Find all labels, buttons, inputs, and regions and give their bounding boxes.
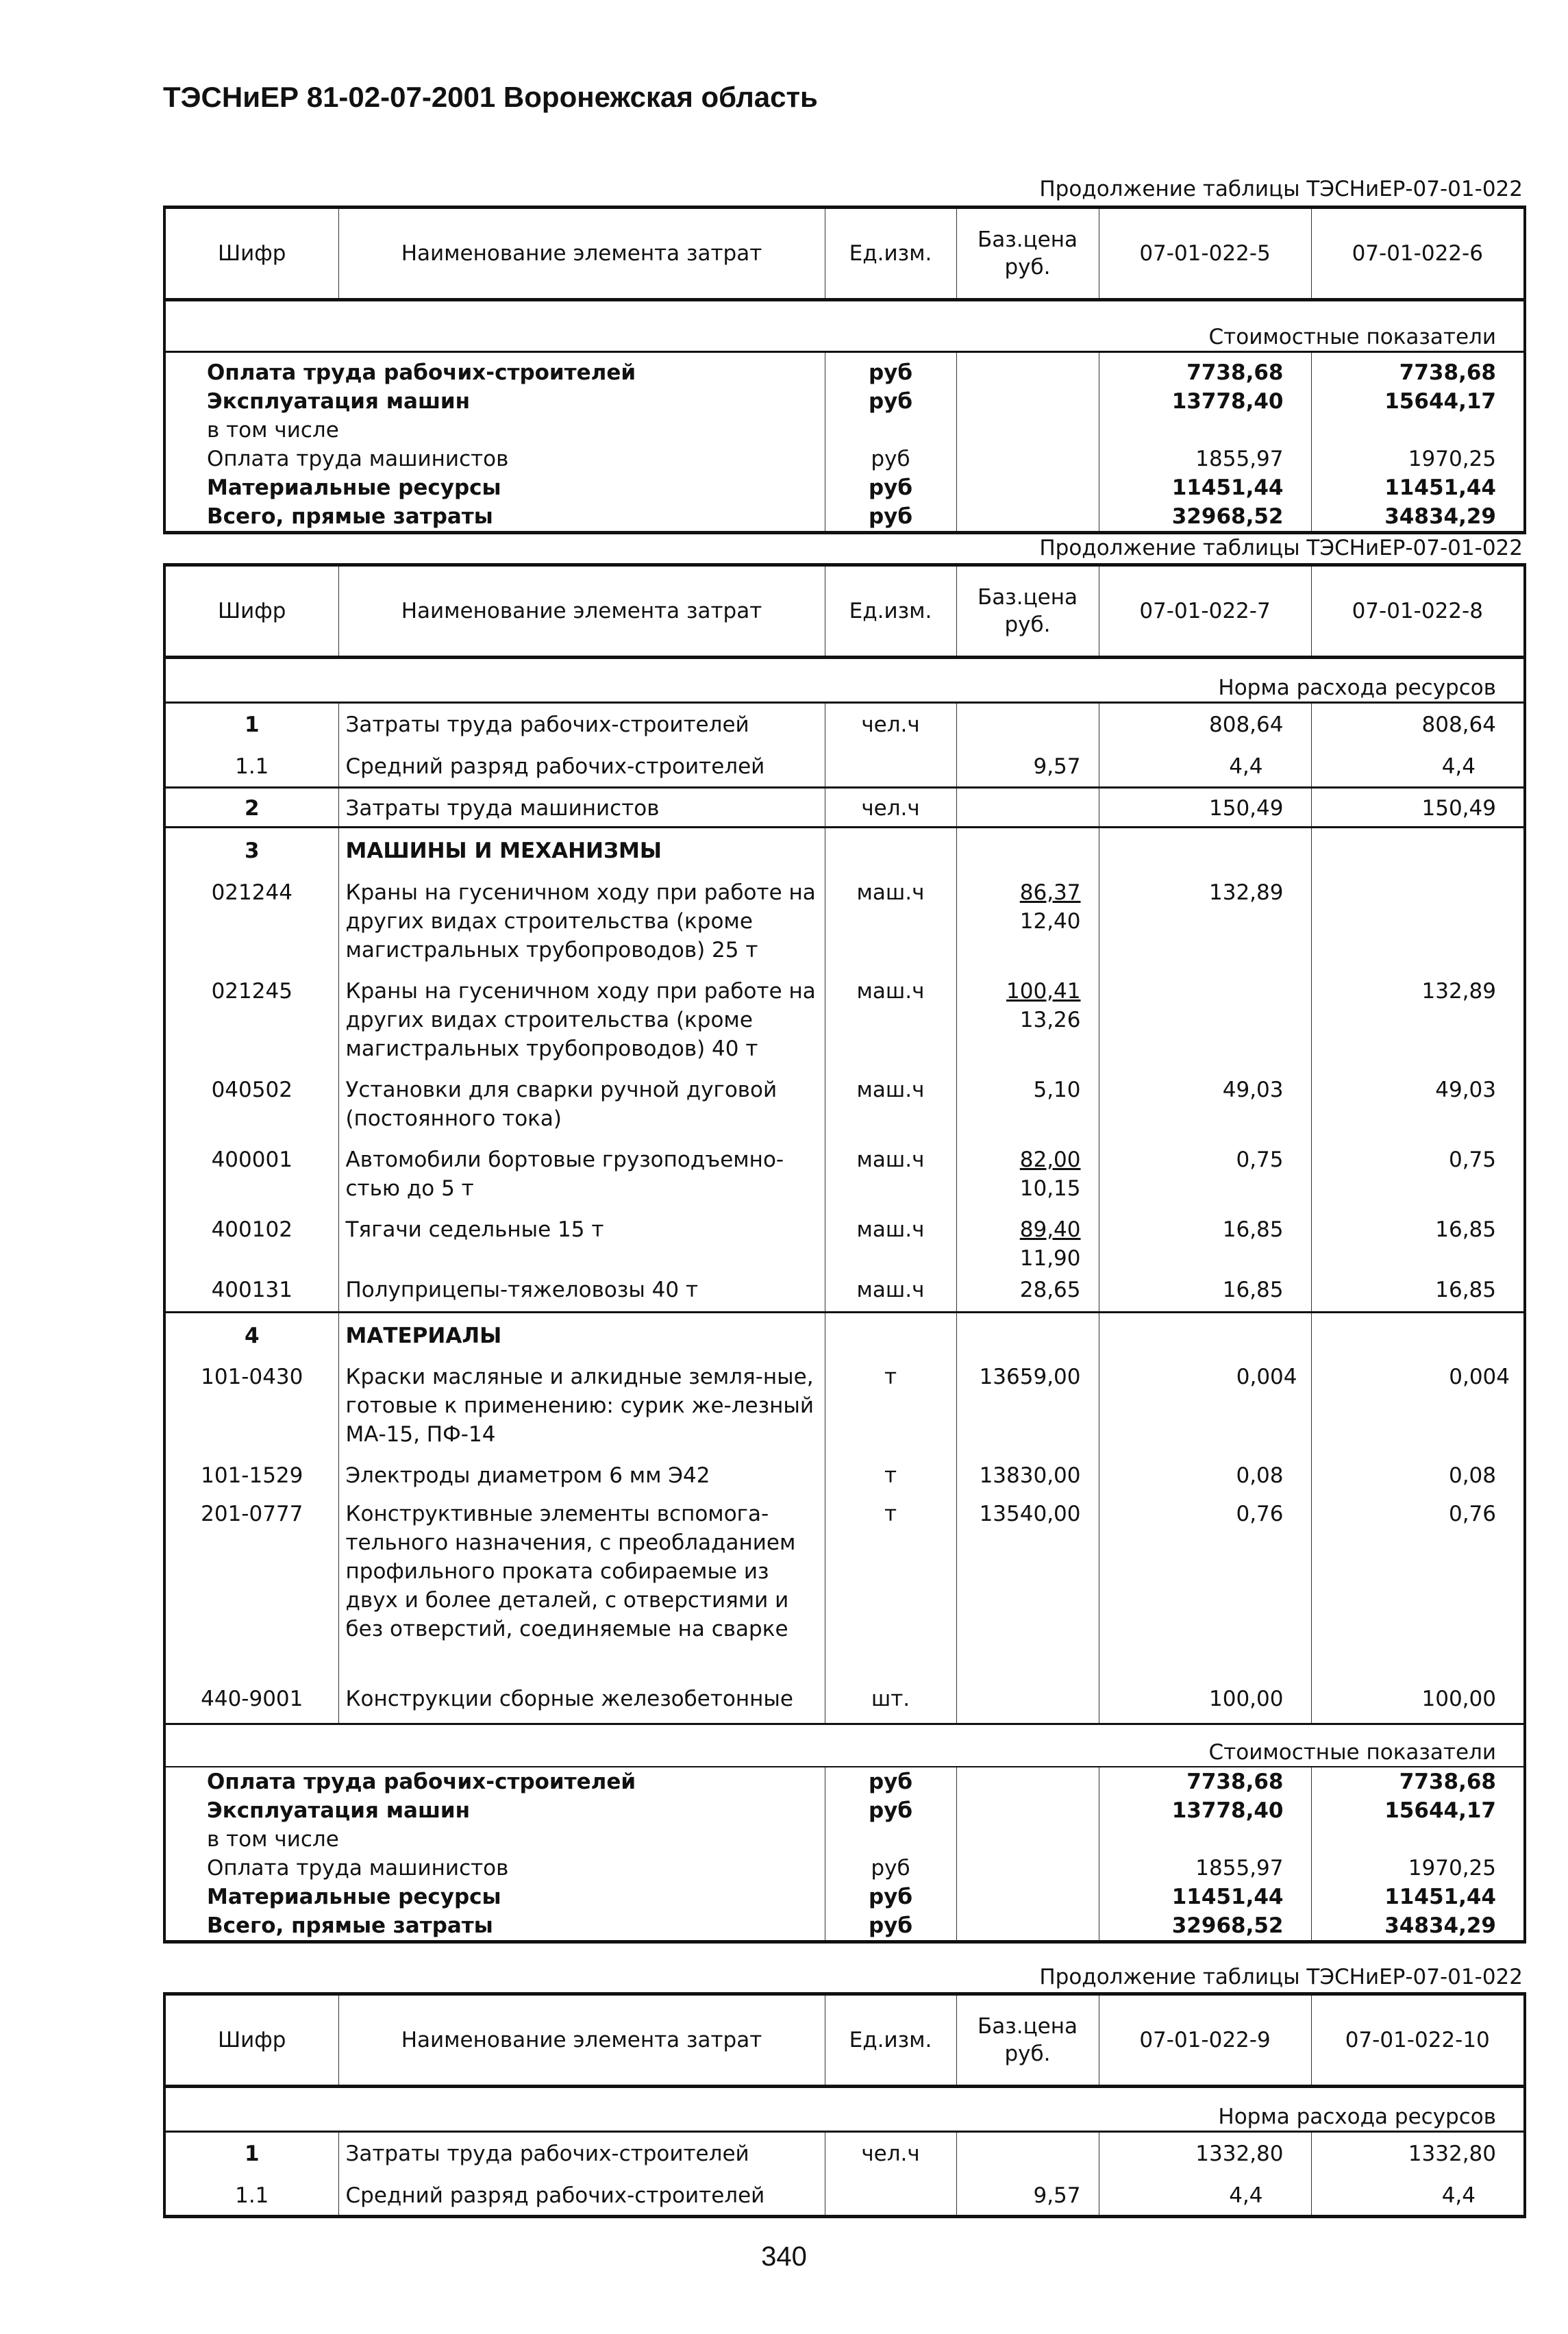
group-name: МАШИНЫ И МЕХАНИЗМЫ (338, 828, 825, 871)
row-code: 021245 (164, 974, 338, 1073)
summary-price (956, 1883, 1099, 1911)
section-label: Стоимостные показатели (164, 300, 1525, 352)
table-row (164, 1356, 1525, 1458)
row-code: 1 (164, 2132, 338, 2174)
row-unit (825, 2174, 956, 2217)
summary-row (164, 387, 1525, 416)
table-row (164, 1273, 1525, 1313)
row-a: 0,76 (1099, 1500, 1311, 1682)
summary-unit: руб (825, 1911, 956, 1942)
table-row (164, 974, 1525, 1073)
summary-unit: руб (825, 387, 956, 416)
row-a: 150,49 (1099, 788, 1311, 828)
summary-row (164, 1767, 1525, 1796)
row-b: 16,85 (1311, 1273, 1525, 1313)
row-price (956, 788, 1099, 828)
summary-unit (825, 416, 956, 445)
row-a: 16,85 (1099, 1213, 1311, 1273)
group-heading-row (164, 1312, 1525, 1356)
empty-cell (825, 828, 956, 871)
header-unit: Ед.изм. (825, 565, 956, 658)
summary-b: 11451,44 (1311, 473, 1525, 502)
summary-row (164, 1825, 1525, 1854)
row-code: 101-1529 (164, 1458, 338, 1500)
summary-unit: руб (825, 1767, 956, 1796)
row-price-labor: 13,26 (1019, 1007, 1081, 1032)
resource-table-9-10 (163, 1992, 1526, 2218)
summary-a: 7738,68 (1099, 1767, 1311, 1796)
section-row (164, 658, 1525, 703)
table-row (164, 2174, 1525, 2217)
row-price-labor: 12,40 (1019, 908, 1081, 934)
row-name: Затраты труда рабочих-строителей (338, 703, 825, 745)
row-name: Затраты труда машинистов (338, 788, 825, 828)
row-name: Электроды диаметром 6 мм Э42 (338, 1458, 825, 1500)
row-b: 1332,80 (1311, 2132, 1525, 2174)
row-price: 28,65 (956, 1273, 1099, 1313)
row-price (956, 703, 1099, 745)
table-header-row (164, 1994, 1525, 2087)
summary-b: 7738,68 (1311, 1767, 1525, 1796)
summary-label: Оплата труда машинистов (164, 1854, 825, 1883)
row-price-labor: 10,15 (1019, 1176, 1081, 1201)
row-name: Конструктивные элементы вспомога-тельного назначения, с преобладанием профильного проката собираемые из двух и более деталей, с отверстиями и без отверстий, соединяемые на сварке (338, 1500, 825, 1682)
summary-b: 1970,25 (1311, 1854, 1525, 1883)
group-heading-row (164, 828, 1525, 871)
table-caption: Продолжение таблицы ТЭСНиЕР-07-01-022 (1039, 177, 1523, 201)
row-b (1311, 871, 1525, 974)
summary-unit: руб (825, 445, 956, 473)
row-code: 400102 (164, 1213, 338, 1273)
header-code: Шифр (164, 565, 338, 658)
row-unit: маш.ч (825, 1273, 956, 1313)
row-code: 1 (164, 703, 338, 745)
document-title: ТЭСНиЕР 81-02-07-2001 Воронежская область (163, 81, 818, 113)
table-row (164, 1073, 1525, 1143)
row-unit: чел.ч (825, 703, 956, 745)
table-row (164, 745, 1525, 788)
summary-row (164, 445, 1525, 473)
summary-unit: руб (825, 1883, 956, 1911)
summary-label: в том числе (164, 416, 825, 445)
summary-label: Оплата труда рабочих-строителей (164, 352, 825, 388)
row-price-main: 86,37 (1019, 880, 1081, 905)
header-col-b: 07-01-022-6 (1311, 208, 1525, 300)
row-a: 0,004 (1099, 1356, 1311, 1458)
summary-a: 13778,40 (1099, 1796, 1311, 1825)
row-b: 0,08 (1311, 1458, 1525, 1500)
header-price (956, 208, 1099, 300)
row-price: 13659,00 (956, 1356, 1099, 1458)
row-price: 9,57 (956, 2174, 1099, 2217)
empty-cell (956, 1312, 1099, 1356)
summary-price (956, 1854, 1099, 1883)
row-name: Полуприцепы-тяжеловозы 40 т (338, 1273, 825, 1313)
table-row (164, 871, 1525, 974)
table-row (164, 788, 1525, 828)
header-name: Наименование элемента затрат (338, 1994, 825, 2087)
summary-label: Всего, прямые затраты (164, 502, 825, 533)
summary-b: 1970,25 (1311, 445, 1525, 473)
row-price-main: 82,00 (1019, 1147, 1081, 1172)
row-price: 5,10 (956, 1073, 1099, 1143)
summary-b: 11451,44 (1311, 1883, 1525, 1911)
row-code: 400131 (164, 1273, 338, 1313)
group-code: 3 (164, 828, 338, 871)
row-a: 0,75 (1099, 1143, 1311, 1213)
row-name: Тягачи седельные 15 т (338, 1213, 825, 1273)
summary-price (956, 445, 1099, 473)
group-name: МАТЕРИАЛЫ (338, 1312, 825, 1356)
summary-a: 11451,44 (1099, 1883, 1311, 1911)
header-price-line2: руб. (1004, 255, 1051, 280)
row-name: Краны на гусеничном ходу при работе на других видах строительства (кроме магистральных трубопроводов) 25 т (338, 871, 825, 974)
table-row (164, 1682, 1525, 1724)
row-b: 132,89 (1311, 974, 1525, 1073)
row-a: 100,00 (1099, 1682, 1311, 1724)
row-a: 4,4 (1099, 2174, 1311, 2217)
row-b: 808,64 (1311, 703, 1525, 745)
row-a: 4,4 (1099, 745, 1311, 788)
section-label: Стоимостные показатели (164, 1724, 1525, 1767)
row-a: 49,03 (1099, 1073, 1311, 1143)
row-b: 16,85 (1311, 1213, 1525, 1273)
row-name: Краны на гусеничном ходу при работе на других видах строительства (кроме магистральных трубопроводов) 40 т (338, 974, 825, 1073)
summary-unit: руб (825, 502, 956, 533)
header-code: Шифр (164, 1994, 338, 2087)
group-code: 4 (164, 1312, 338, 1356)
empty-cell (1099, 828, 1311, 871)
summary-price (956, 416, 1099, 445)
page-number: 340 (761, 2242, 807, 2272)
row-name: Автомобили бортовые грузоподъемно-стью до 5 т (338, 1143, 825, 1213)
summary-b: 34834,29 (1311, 1911, 1525, 1942)
header-name: Наименование элемента затрат (338, 208, 825, 300)
header-price (956, 1994, 1099, 2087)
row-unit: т (825, 1500, 956, 1682)
summary-label: Эксплуатация машин (164, 387, 825, 416)
row-a: 0,08 (1099, 1458, 1311, 1500)
row-code: 2 (164, 788, 338, 828)
row-b: 0,76 (1311, 1500, 1525, 1682)
row-price (956, 1143, 1099, 1213)
row-name: Конструкции сборные железобетонные (338, 1682, 825, 1724)
row-unit: чел.ч (825, 788, 956, 828)
header-price-line2: руб. (1004, 2041, 1051, 2066)
summary-a: 32968,52 (1099, 502, 1311, 533)
summary-label: Материальные ресурсы (164, 473, 825, 502)
summary-price (956, 1911, 1099, 1942)
header-price-line1: Баз.цена (977, 585, 1078, 610)
summary-row (164, 473, 1525, 502)
row-price (956, 871, 1099, 974)
summary-a: 32968,52 (1099, 1911, 1311, 1942)
header-unit: Ед.изм. (825, 208, 956, 300)
row-code: 440-9001 (164, 1682, 338, 1724)
row-price-main: 89,40 (1019, 1217, 1081, 1242)
summary-unit: руб (825, 473, 956, 502)
header-col-b: 07-01-022-10 (1311, 1994, 1525, 2087)
summary-b (1311, 416, 1525, 445)
row-name: Затраты труда рабочих-строителей (338, 2132, 825, 2174)
summary-row (164, 416, 1525, 445)
summary-b: 15644,17 (1311, 387, 1525, 416)
row-price (956, 1213, 1099, 1273)
row-a (1099, 974, 1311, 1073)
summary-a (1099, 1825, 1311, 1854)
table-caption: Продолжение таблицы ТЭСНиЕР-07-01-022 (1039, 536, 1523, 560)
section-label: Норма расхода ресурсов (164, 2087, 1525, 2132)
row-price: 13830,00 (956, 1458, 1099, 1500)
header-col-a: 07-01-022-7 (1099, 565, 1311, 658)
summary-unit (825, 1825, 956, 1854)
summary-label: в том числе (164, 1825, 825, 1854)
summary-label: Оплата труда рабочих-строителей (164, 1767, 825, 1796)
table-header-row (164, 208, 1525, 300)
section-row (164, 300, 1525, 352)
summary-row (164, 1854, 1525, 1883)
empty-cell (1311, 1312, 1525, 1356)
table-header-row (164, 565, 1525, 658)
row-price-main: 100,41 (1006, 978, 1081, 1004)
summary-row (164, 1883, 1525, 1911)
summary-row (164, 502, 1525, 533)
row-code: 400001 (164, 1143, 338, 1213)
section-row (164, 1724, 1525, 1767)
row-price-labor: 11,90 (1019, 1245, 1081, 1271)
summary-label: Эксплуатация машин (164, 1796, 825, 1825)
row-name: Средний разряд рабочих-строителей (338, 2174, 825, 2217)
resource-table-7-8 (163, 563, 1526, 1944)
row-b: 0,75 (1311, 1143, 1525, 1213)
summary-a: 11451,44 (1099, 473, 1311, 502)
table-row (164, 1213, 1525, 1273)
row-b: 4,4 (1311, 745, 1525, 788)
row-b: 4,4 (1311, 2174, 1525, 2217)
table-caption: Продолжение таблицы ТЭСНиЕР-07-01-022 (1039, 1965, 1523, 1989)
section-label: Норма расхода ресурсов (164, 658, 1525, 703)
header-unit: Ед.изм. (825, 1994, 956, 2087)
header-col-a: 07-01-022-5 (1099, 208, 1311, 300)
cost-table-5-6 (163, 206, 1526, 534)
summary-row (164, 1911, 1525, 1942)
table-row (164, 2132, 1525, 2174)
row-code: 1.1 (164, 2174, 338, 2217)
header-name: Наименование элемента затрат (338, 565, 825, 658)
row-name: Средний разряд рабочих-строителей (338, 745, 825, 788)
row-b: 150,49 (1311, 788, 1525, 828)
empty-cell (956, 828, 1099, 871)
summary-row (164, 352, 1525, 388)
summary-label: Оплата труда машинистов (164, 445, 825, 473)
row-price: 13540,00 (956, 1500, 1099, 1682)
row-price (956, 1682, 1099, 1724)
row-code: 021244 (164, 871, 338, 974)
summary-label: Материальные ресурсы (164, 1883, 825, 1911)
table-row (164, 1458, 1525, 1500)
summary-price (956, 1796, 1099, 1825)
summary-price (956, 502, 1099, 533)
summary-a: 1855,97 (1099, 445, 1311, 473)
summary-b: 34834,29 (1311, 502, 1525, 533)
row-unit: маш.ч (825, 871, 956, 974)
row-price (956, 974, 1099, 1073)
row-a: 132,89 (1099, 871, 1311, 974)
empty-cell (825, 1312, 956, 1356)
header-price-line1: Баз.цена (977, 2014, 1078, 2039)
row-unit: шт. (825, 1682, 956, 1724)
row-unit: т (825, 1458, 956, 1500)
summary-label: Всего, прямые затраты (164, 1911, 825, 1942)
row-b: 0,004 (1311, 1356, 1525, 1458)
summary-price (956, 473, 1099, 502)
summary-price (956, 387, 1099, 416)
table-row (164, 703, 1525, 745)
header-col-b: 07-01-022-8 (1311, 565, 1525, 658)
row-unit: чел.ч (825, 2132, 956, 2174)
summary-a (1099, 416, 1311, 445)
summary-b (1311, 1825, 1525, 1854)
table-row (164, 1500, 1525, 1682)
header-price-line2: руб. (1004, 612, 1051, 637)
row-a: 1332,80 (1099, 2132, 1311, 2174)
section-row (164, 2087, 1525, 2132)
row-code: 040502 (164, 1073, 338, 1143)
row-unit: маш.ч (825, 974, 956, 1073)
row-unit: маш.ч (825, 1073, 956, 1143)
row-unit (825, 745, 956, 788)
summary-b: 15644,17 (1311, 1796, 1525, 1825)
summary-price (956, 1825, 1099, 1854)
summary-b: 7738,68 (1311, 352, 1525, 388)
header-col-a: 07-01-022-9 (1099, 1994, 1311, 2087)
row-code: 101-0430 (164, 1356, 338, 1458)
summary-a: 7738,68 (1099, 352, 1311, 388)
row-unit: маш.ч (825, 1143, 956, 1213)
summary-unit: руб (825, 1796, 956, 1825)
header-code: Шифр (164, 208, 338, 300)
header-price (956, 565, 1099, 658)
summary-a: 13778,40 (1099, 387, 1311, 416)
row-price: 9,57 (956, 745, 1099, 788)
row-price (956, 2132, 1099, 2174)
summary-price (956, 1767, 1099, 1796)
row-code: 1.1 (164, 745, 338, 788)
summary-price (956, 352, 1099, 388)
row-name: Установки для сварки ручной дуговой (постоянного тока) (338, 1073, 825, 1143)
header-price-line1: Баз.цена (977, 227, 1078, 252)
summary-unit: руб (825, 1854, 956, 1883)
empty-cell (1311, 828, 1525, 871)
summary-a: 1855,97 (1099, 1854, 1311, 1883)
empty-cell (1099, 1312, 1311, 1356)
summary-row (164, 1796, 1525, 1825)
row-name: Краски масляные и алкидные земля-ные, готовые к применению: сурик же-лезный МА-15, ПФ-14 (338, 1356, 825, 1458)
row-b: 100,00 (1311, 1682, 1525, 1724)
row-unit: маш.ч (825, 1213, 956, 1273)
summary-unit: руб (825, 352, 956, 388)
row-a: 808,64 (1099, 703, 1311, 745)
row-a: 16,85 (1099, 1273, 1311, 1313)
row-unit: т (825, 1356, 956, 1458)
row-b: 49,03 (1311, 1073, 1525, 1143)
row-code: 201-0777 (164, 1500, 338, 1682)
table-row (164, 1143, 1525, 1213)
